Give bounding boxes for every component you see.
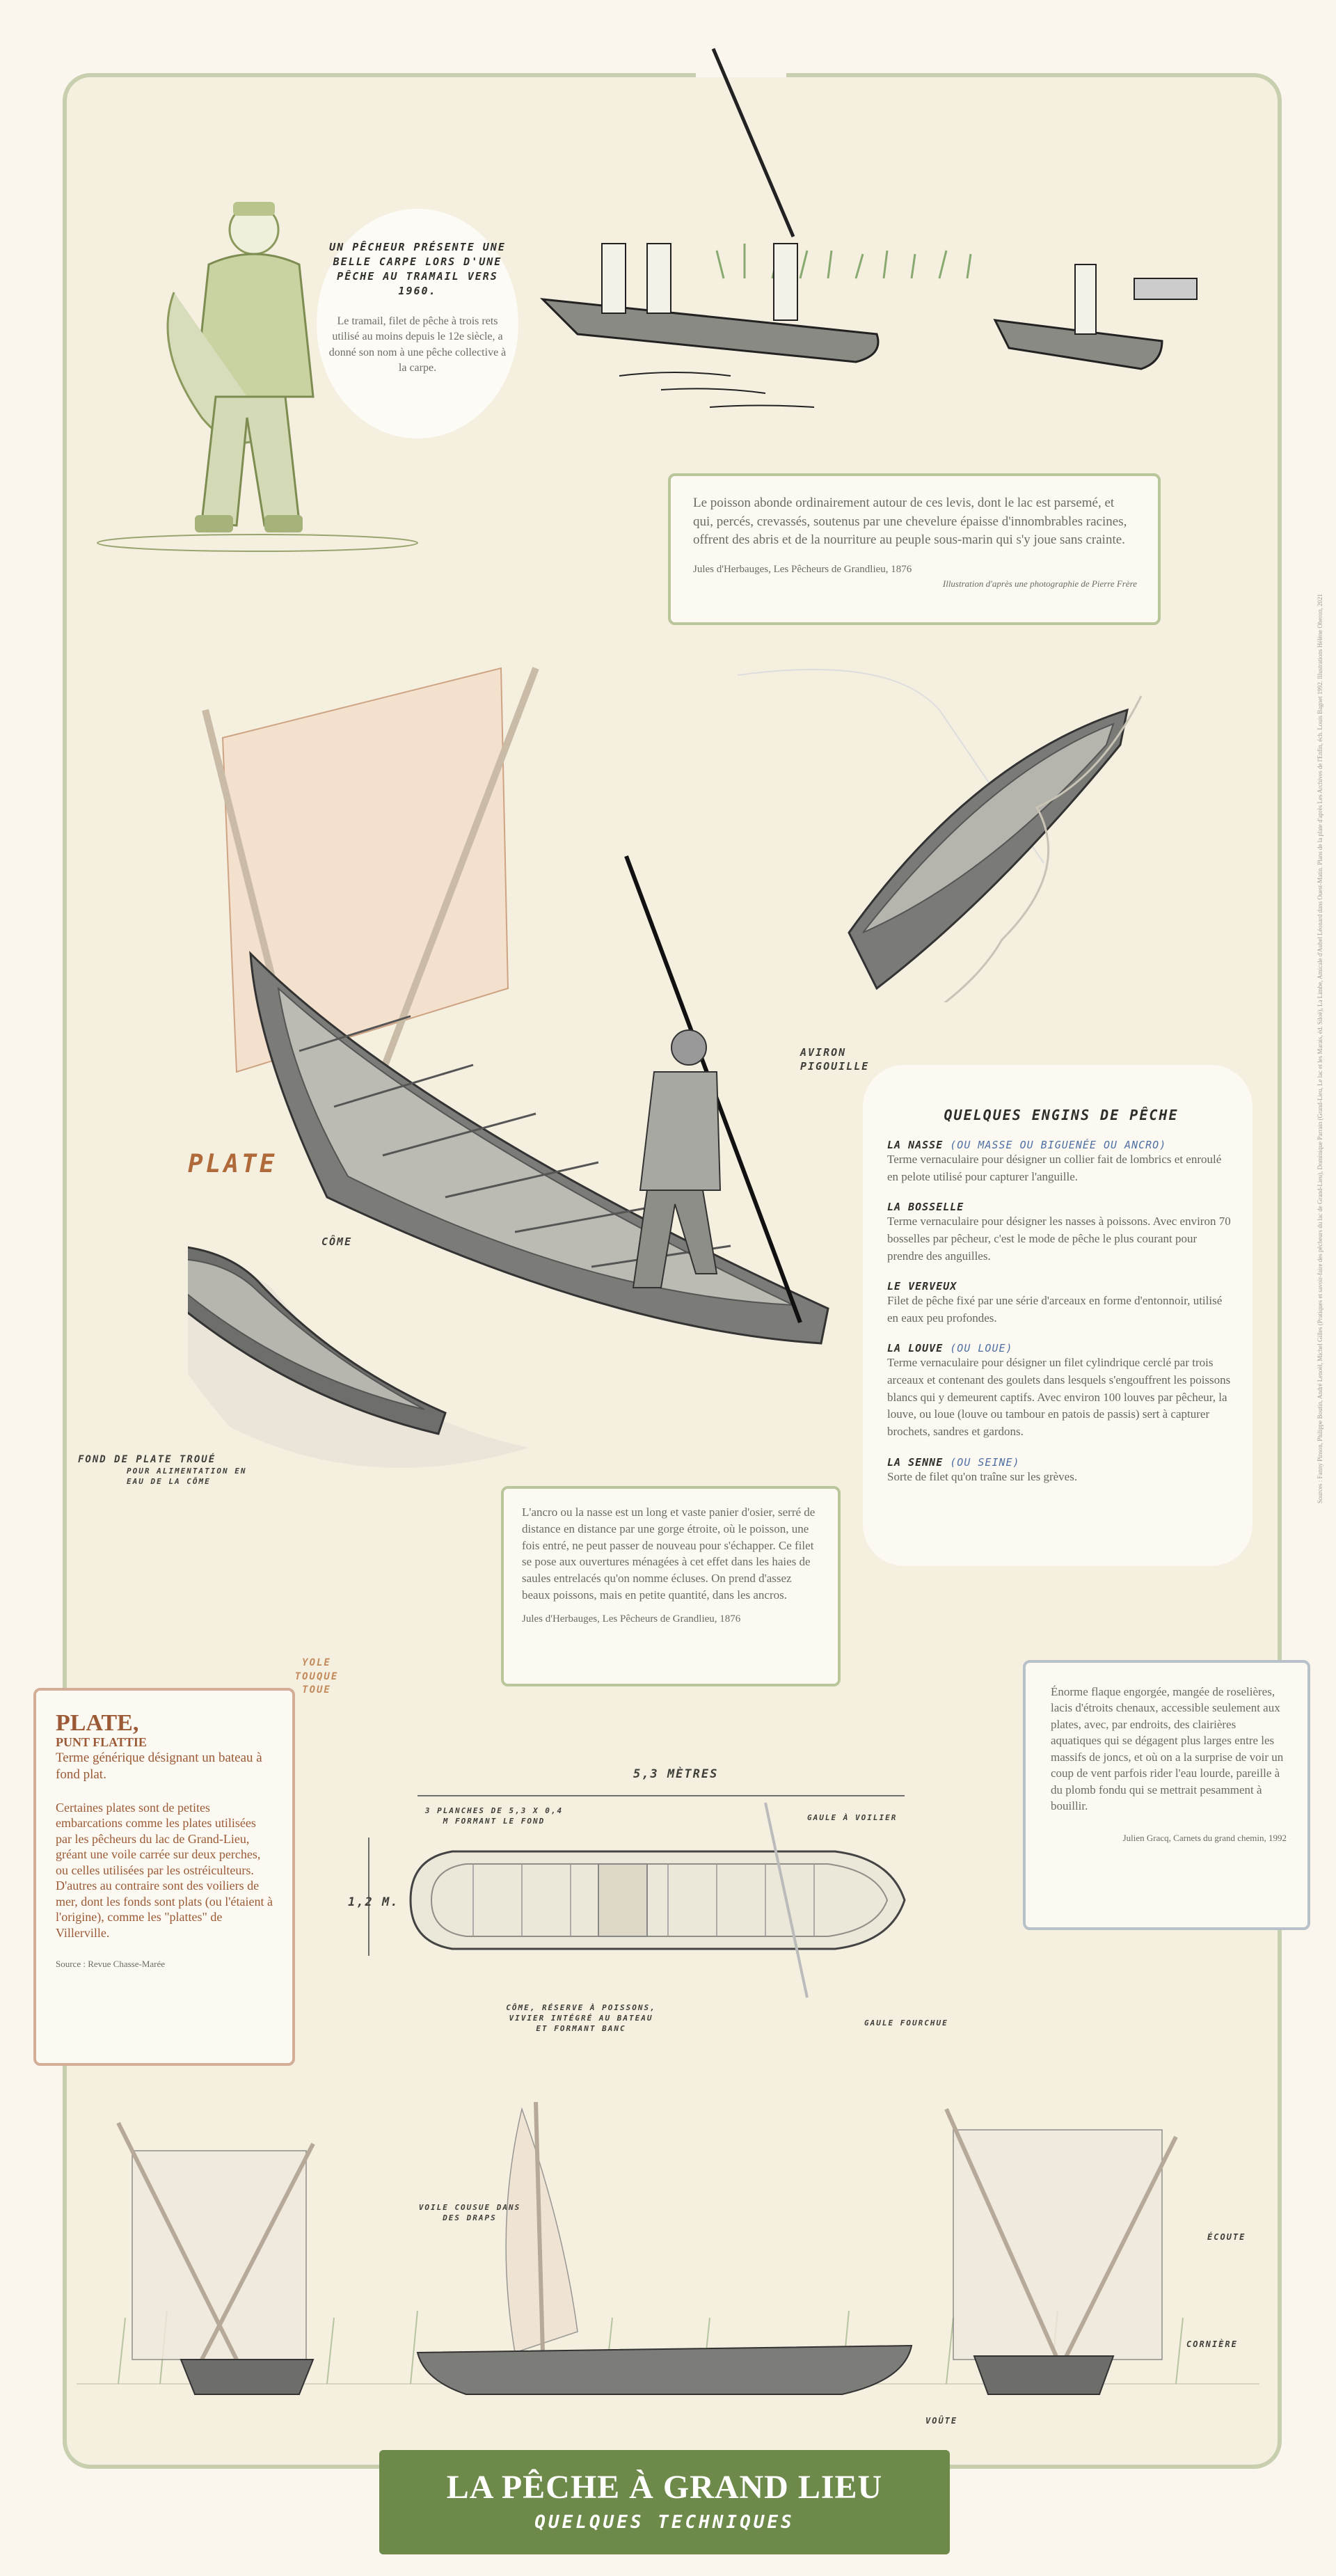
quote-levis-text: Le poisson abonde ordinairement autour de ces levis, dont le lac est parsemé, et qui, percés, crevassés, soutenus par une chevelure épaisse d'innombrables racines, offrent des abris et de la nourriture au peuple sous-marin qui s'y joue sans crainte. [693, 496, 1127, 548]
engin-louve-alt: (OU LOUE) [950, 1342, 1013, 1355]
voute-label: VOÛTE [925, 2416, 958, 2426]
plate-def-body: Certaines plates sont de petites embarcations comme les plates utilisées par les pêcheurs du lac de Grand-Lieu, gréant une voile carrée sur deux perches, ou celles utilisées par les ostréiculteurs. D'autres au contraire sont des voiliers de mer, dont les fonds sont plats (ou l'étaient à l'origine), comme les "plattes" de Villerville. [56, 1800, 273, 1940]
engin-senne-alt: (OU SEINE) [950, 1455, 1020, 1469]
fond-label [78, 1453, 259, 1487]
quote-box-levis [668, 473, 1161, 625]
engin-nasse [887, 1139, 1235, 1185]
engin-senne [887, 1456, 1235, 1486]
plate-def-subtitle: PUNT FLATTIE [56, 1735, 147, 1749]
corniere-label: CORNIÈRE [1186, 2339, 1238, 2349]
engin-bosselle [887, 1201, 1235, 1265]
plan-gaule-fourchue-label: GAULE FOURCHUE [864, 2018, 948, 2028]
plate-label: PLATE [188, 1150, 278, 1178]
plate-definition-box [33, 1688, 295, 2066]
engin-nasse-desc: Terme vernaculaire pour désigner un collier fait de lombrics et enroulé en pelote utilisé pour capturer l'anguille. [887, 1153, 1222, 1183]
plate-def-title: PLATE, [56, 1710, 139, 1736]
plate-def-lead: Terme générique désignant un bateau à fond plat. [56, 1751, 262, 1782]
engin-senne-desc: Sorte de filet qu'on traîne sur les grèves. [887, 1469, 1078, 1483]
fishermen-in-boats-illustration [536, 42, 1232, 459]
plate-plan-drawing [362, 1789, 988, 2025]
plate-top-view-illustration [710, 668, 1155, 1002]
intro-caption-text: Le tramail, filet de pêche à trois rets utilisé au moins depuis le 12e siècle, a donné son nom à une pêche collective à la carpe. [328, 315, 507, 374]
plan-width-label: 1,2 M. [348, 1895, 399, 1909]
aviron-label: AVIRON PIGOUILLE [800, 1046, 870, 1073]
quote-box-ancro [501, 1486, 841, 1686]
intro-caption-title: UN PÊCHEUR PRÉSENTE UNE BELLE CARPE LORS D'UNE PÊCHE AU TRAMAIL VERS 1960. [329, 241, 506, 297]
footer-subtitle: QUELQUES TECHNIQUES [534, 2512, 795, 2533]
footer-title: LA PÊCHE À GRAND LIEU [446, 2469, 883, 2506]
engin-bosselle-desc: Terme vernaculaire pour désigner les nasses à poissons. Avec environ 70 bosselles par pêcheur, c'est le mode de pêche le plus courant pour prendre des anguilles. [887, 1215, 1231, 1263]
yole-label: YOLE TOUQUE TOUE [294, 1657, 339, 1696]
engin-louve-desc: Terme vernaculaire pour désigner un filet cylindrique cerclé par trois arceaux et contenant des goulets dans lesquels s'engouffrent les poissons blancs qui y demeurent captifs. Avec environ 100 louves par pêcheur, la louve, ou loue (louve ou tambour en patois de passis) sert à capturer brochets, sandres et gardons. [887, 1356, 1231, 1439]
engin-bosselle-name: LA BOSSELLE [887, 1201, 964, 1214]
plan-length-label: 5,3 MÈTRES [633, 1767, 719, 1781]
engin-nasse-name: LA NASSE [887, 1139, 944, 1151]
quote-ancro-author: Jules d'Herbauges, Les Pêcheurs de Grandlieu, 1876 [522, 1613, 741, 1625]
engin-nasse-alt: (OU MASSE OU BIGUENÉE OU ANCRO) [950, 1139, 1167, 1151]
come-label: CÔME [321, 1235, 353, 1248]
intro-caption [327, 240, 508, 377]
footer-banner [379, 2450, 950, 2554]
engin-senne-name: LA SENNE [887, 1455, 944, 1469]
side-sources: Sources : Fanny Pinson, Philippe Boutin, André Lenoël, Michel Gilles (Pratiques et savoir-faire des pêcheurs du lac de Grand-Lieu), Dominique Parrain (Grand-Lieu, Le lac et les Marais, éd. Siloë), La Limbe, Amicale d'Aubel Léonard dans Ouest-Matin. Plans de la plate d'après Les Archives de l'Enfin, éch. Louis Bagnet 1992. Illustrations Hélène Oberon, 2021 [1317, 594, 1323, 1503]
fond-label-title: FOND DE PLATE TROUÉ [78, 1454, 216, 1465]
gracq-quote-box [1023, 1660, 1310, 1930]
engins-title: QUELQUES ENGINS DE PÊCHE [944, 1107, 1179, 1123]
plan-planches-label: 3 PLANCHES DE 5,3 X 0,4 M FORMANT LE FOND [424, 1806, 564, 1826]
gracq-quote-author: Julien Gracq, Carnets du grand chemin, 1992 [1122, 1832, 1287, 1843]
engin-verveux-desc: Filet de pêche fixé par une série d'arceaux en forme d'entonnoir, utilisé en eaux peu profondes. [887, 1294, 1223, 1325]
gracq-quote-text: Énorme flaque engorgée, mangée de roselières, lacis d'étroits chenaux, accessible seulement aux plates, avec, par endroits, des clairières aquatiques qui se dégagent plus larges entre les massifs de joncs, et où on a la surprise de voir un coup de vent parfois rider l'eau lourde, pareille à du plomb fondu qui se mettrait pesamment à bouillir. [1051, 1685, 1284, 1813]
quote-ancro-text: L'ancro ou la nasse est un long et vaste panier d'osier, serré de distance en distance par une gorge étroite, où le poisson, une fois entré, ne peut passer de nouveau pour s'échapper. Ce filet se pose aux ouvertures ménagées à cet effet dans les haies de saules entrelacés qu'on nomme écluses. On prend d'assez beaux poissons, mais en petite quantité, dans les ancros. [522, 1506, 816, 1602]
plan-gaule-voilier-label: GAULE À VOILIER [807, 1813, 898, 1822]
engin-verveux-name: LE VERVEUX [887, 1280, 957, 1293]
voile-label: VOILE COUSUE DANS DES DRAPS [418, 2203, 521, 2222]
engins-section [887, 1107, 1235, 1501]
sailing-plates-illustration [77, 2088, 1259, 2415]
engin-louve [887, 1342, 1235, 1440]
ecoute-label: ÉCOUTE [1207, 2232, 1246, 2242]
illustration-credit: Illustration d'après une photographie de Pierre Frère [942, 578, 1137, 589]
fond-label-sub: POUR ALIMENTATION EN EAU DE LA CÔME [127, 1466, 247, 1486]
quote-levis-author: Jules d'Herbauges, Les Pêcheurs de Grandlieu, 1876 [693, 563, 912, 575]
plan-come-note: CÔME, RÉSERVE À POISSONS, VIVIER INTÉGRÉ AU BATEAU ET FORMANT BANC [506, 2003, 656, 2033]
plate-def-source: Source : Revue Chasse-Marée [56, 1959, 166, 1969]
engin-louve-name: LA LOUVE [887, 1342, 944, 1355]
engin-verveux [887, 1280, 1235, 1327]
